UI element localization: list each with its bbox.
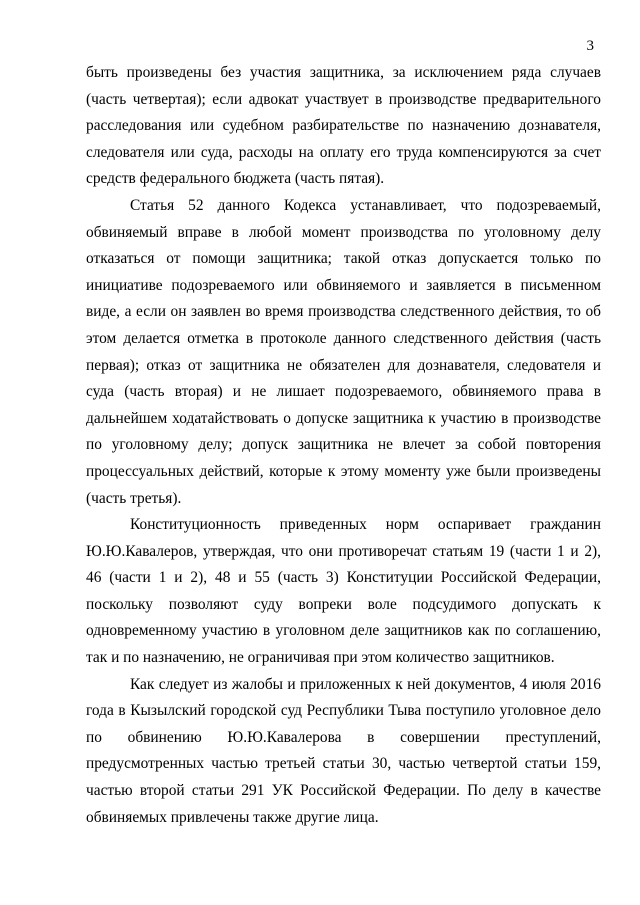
page-number: 3: [586, 38, 594, 54]
paragraph-article-52: Статья 52 данного Кодекса устанавливает, что подозреваемый, обвиняемый вправе в любой момент производства по уголовному делу отказаться от помощи защитника; такой отказ допускается только по инициативе подозреваемого или обвиняемого и заявляется в письменном виде, а если он заявлен во время производства следственного действия, то об этом делается отметка в протоколе данного следственного действия (часть первая); отказ от защитника не обязателен для дознавателя, следователя и суда (часть вторая) и не лишает подозреваемого, обвиняемого права в дальнейшем ходатайствовать о допуске защитника к участию в производстве по уголовному делу; допуск защитника не влечет за собой повторения процессуальных действий, которые к этому моменту уже были произведены (часть третья).: [86, 196, 601, 507]
document-body: [86, 60, 601, 831]
paragraph-case-facts: Как следует из жалобы и приложенных к ней документов, 4 июля 2016 года в Кызылский городской суд Республики Тыва поступило уголовное дело по обвинению Ю.Ю.Кавалерова в совершении преступлений, предусмотренных частью третьей статьи 30, частью четвертой статьи 159, частью второй статьи 291 УК Российской Федерации. По делу в качестве обвиняемых привлечены также другие лица.: [86, 675, 601, 826]
paragraph-continuation: быть произведены без участия защитника, за исключением ряда случаев (часть четвертая); если адвокат участвует в производстве предварительного расследования или судебном разбирательстве по назначению дознавателя, следователя или суда, расходы на оплату его труда компенсируются за счет средств федерального бюджета (часть пятая).: [86, 64, 601, 188]
paragraph-constitutionality: Конституционность приведенных норм оспаривает гражданин Ю.Ю.Кавалеров, утверждая, что они противоречат статьям 19 (части 1 и 2), 46 (части 1 и 2), 48 и 55 (часть 3) Конституции Российской Федерации, поскольку позволяют суду вопреки воле подсудимого допускать к одновременному участию в уголовном деле защитников как по соглашению, так и по назначению, не ограничивая при этом количество защитников.: [86, 516, 601, 667]
